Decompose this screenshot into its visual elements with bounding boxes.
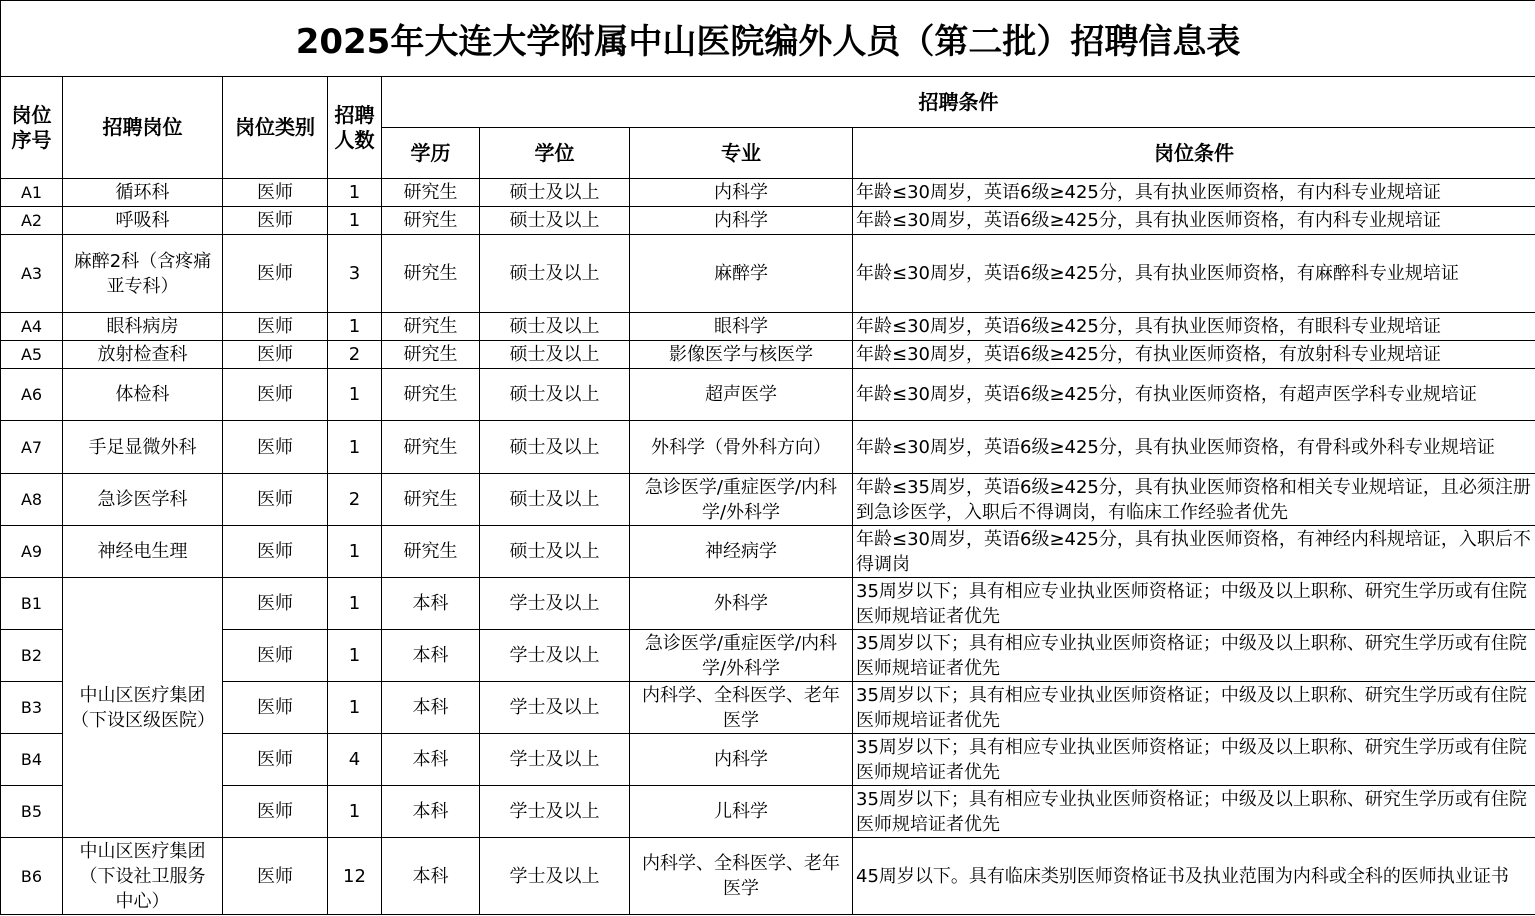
cell-major: 内科学 <box>630 734 853 786</box>
cell-count: 1 <box>328 421 382 474</box>
cell-degree: 硕士及以上 <box>480 421 630 474</box>
cell-requirements: 年龄≤30周岁，英语6级≥425分，具有执业医师资格，有骨科或外科专业规培证 <box>853 421 1535 474</box>
cell-education: 研究生 <box>382 207 480 235</box>
cell-degree: 学士及以上 <box>480 630 630 682</box>
cell-category: 医师 <box>223 341 328 369</box>
header-major: 专业 <box>630 128 853 179</box>
cell-post: 中山区医疗集团（下设区级医院） <box>63 578 223 838</box>
cell-requirements: 年龄≤30周岁，英语6级≥425分，具有执业医师资格，有眼科专业规培证 <box>853 313 1535 341</box>
cell-post: 呼吸科 <box>63 207 223 235</box>
table-row <box>1 235 1535 313</box>
table-row <box>1 313 1535 341</box>
cell-major: 内科学 <box>630 179 853 207</box>
cell-category: 医师 <box>223 682 328 734</box>
table-row <box>1 630 1535 682</box>
cell-degree: 硕士及以上 <box>480 341 630 369</box>
cell-seq: A1 <box>1 179 63 207</box>
cell-seq: A5 <box>1 341 63 369</box>
cell-major: 儿科学 <box>630 786 853 838</box>
cell-education: 本科 <box>382 578 480 630</box>
table-title: 2025年大连大学附属中山医院编外人员（第二批）招聘信息表 <box>1 1 1535 77</box>
cell-seq: A8 <box>1 474 63 526</box>
cell-education: 研究生 <box>382 474 480 526</box>
cell-count: 1 <box>328 179 382 207</box>
cell-education: 研究生 <box>382 526 480 578</box>
cell-requirements: 35周岁以下；具有相应专业执业医师资格证；中级及以上职称、研究生学历或有住院医师规培证者优先 <box>853 682 1535 734</box>
cell-requirements: 45周岁以下。具有临床类别医师资格证书及执业范围为内科或全科的医师执业证书 <box>853 838 1535 915</box>
cell-category: 医师 <box>223 734 328 786</box>
cell-education: 研究生 <box>382 313 480 341</box>
cell-post: 眼科病房 <box>63 313 223 341</box>
cell-seq: A9 <box>1 526 63 578</box>
cell-category: 医师 <box>223 235 328 313</box>
cell-requirements: 年龄≤30周岁，英语6级≥425分，具有执业医师资格，有麻醉科专业规培证 <box>853 235 1535 313</box>
table-row <box>1 838 1535 915</box>
cell-seq: B1 <box>1 578 63 630</box>
cell-requirements: 年龄≤35周岁，英语6级≥425分，具有执业医师资格和相关专业规培证，且必须注册到急诊医学，入职后不得调岗，有临床工作经验者优先 <box>853 474 1535 526</box>
cell-count: 1 <box>328 630 382 682</box>
cell-count: 12 <box>328 838 382 915</box>
table-row <box>1 786 1535 838</box>
cell-seq: A2 <box>1 207 63 235</box>
cell-count: 2 <box>328 474 382 526</box>
cell-degree: 硕士及以上 <box>480 369 630 421</box>
header-count: 招聘人数 <box>328 77 382 179</box>
cell-degree: 学士及以上 <box>480 786 630 838</box>
cell-count: 2 <box>328 341 382 369</box>
cell-degree: 硕士及以上 <box>480 474 630 526</box>
cell-count: 1 <box>328 526 382 578</box>
cell-degree: 硕士及以上 <box>480 526 630 578</box>
cell-category: 医师 <box>223 474 328 526</box>
cell-major: 急诊医学/重症医学/内科学/外科学 <box>630 630 853 682</box>
cell-count: 1 <box>328 207 382 235</box>
table-row <box>1 578 1535 630</box>
cell-education: 研究生 <box>382 369 480 421</box>
cell-post: 手足显微外科 <box>63 421 223 474</box>
cell-degree: 硕士及以上 <box>480 207 630 235</box>
header-seq: 岗位序号 <box>1 77 63 179</box>
cell-degree: 学士及以上 <box>480 838 630 915</box>
table-row <box>1 341 1535 369</box>
table-row <box>1 421 1535 474</box>
cell-requirements: 35周岁以下；具有相应专业执业医师资格证；中级及以上职称、研究生学历或有住院医师规培证者优先 <box>853 786 1535 838</box>
table-row <box>1 207 1535 235</box>
cell-post: 麻醉2科（含疼痛亚专科） <box>63 235 223 313</box>
cell-category: 医师 <box>223 313 328 341</box>
cell-post: 急诊医学科 <box>63 474 223 526</box>
cell-seq: B5 <box>1 786 63 838</box>
cell-education: 研究生 <box>382 179 480 207</box>
cell-post: 中山区医疗集团（下设社卫服务中心） <box>63 838 223 915</box>
cell-degree: 学士及以上 <box>480 734 630 786</box>
cell-education: 研究生 <box>382 421 480 474</box>
cell-category: 医师 <box>223 369 328 421</box>
cell-major: 麻醉学 <box>630 235 853 313</box>
cell-count: 1 <box>328 786 382 838</box>
cell-requirements: 年龄≤30周岁，英语6级≥425分，具有执业医师资格，有内科专业规培证 <box>853 207 1535 235</box>
cell-category: 医师 <box>223 179 328 207</box>
cell-seq: A6 <box>1 369 63 421</box>
cell-category: 医师 <box>223 838 328 915</box>
table-row <box>1 369 1535 421</box>
cell-post: 放射检查科 <box>63 341 223 369</box>
cell-count: 1 <box>328 313 382 341</box>
cell-major: 内科学、全科医学、老年医学 <box>630 838 853 915</box>
cell-seq: A3 <box>1 235 63 313</box>
cell-category: 医师 <box>223 578 328 630</box>
cell-education: 本科 <box>382 630 480 682</box>
cell-seq: B6 <box>1 838 63 915</box>
cell-degree: 硕士及以上 <box>480 313 630 341</box>
cell-education: 本科 <box>382 682 480 734</box>
cell-requirements: 35周岁以下；具有相应专业执业医师资格证；中级及以上职称、研究生学历或有住院医师规培证者优先 <box>853 578 1535 630</box>
table-row <box>1 734 1535 786</box>
cell-requirements: 35周岁以下；具有相应专业执业医师资格证；中级及以上职称、研究生学历或有住院医师规培证者优先 <box>853 734 1535 786</box>
cell-category: 医师 <box>223 786 328 838</box>
header-category: 岗位类别 <box>223 77 328 179</box>
cell-major: 外科学（骨外科方向） <box>630 421 853 474</box>
table-row <box>1 682 1535 734</box>
cell-education: 本科 <box>382 786 480 838</box>
cell-post: 神经电生理 <box>63 526 223 578</box>
table-row <box>1 474 1535 526</box>
cell-major: 影像医学与核医学 <box>630 341 853 369</box>
cell-count: 4 <box>328 734 382 786</box>
cell-seq: B3 <box>1 682 63 734</box>
cell-major: 眼科学 <box>630 313 853 341</box>
table-row <box>1 526 1535 578</box>
cell-degree: 学士及以上 <box>480 578 630 630</box>
cell-major: 超声医学 <box>630 369 853 421</box>
header-degree: 学位 <box>480 128 630 179</box>
header-education: 学历 <box>382 128 480 179</box>
cell-requirements: 年龄≤30周岁，英语6级≥425分，具有执业医师资格，有神经内科规培证，入职后不得调岗 <box>853 526 1535 578</box>
cell-requirements: 年龄≤30周岁，英语6级≥425分，具有执业医师资格，有内科专业规培证 <box>853 179 1535 207</box>
cell-requirements: 年龄≤30周岁，英语6级≥425分，有执业医师资格，有超声医学科专业规培证 <box>853 369 1535 421</box>
cell-seq: A4 <box>1 313 63 341</box>
cell-degree: 硕士及以上 <box>480 179 630 207</box>
cell-degree: 硕士及以上 <box>480 235 630 313</box>
cell-post: 循环科 <box>63 179 223 207</box>
cell-requirements: 年龄≤30周岁，英语6级≥425分，有执业医师资格，有放射科专业规培证 <box>853 341 1535 369</box>
header-requirements: 岗位条件 <box>853 128 1535 179</box>
cell-category: 医师 <box>223 207 328 235</box>
cell-education: 本科 <box>382 734 480 786</box>
cell-category: 医师 <box>223 630 328 682</box>
cell-requirements: 35周岁以下；具有相应专业执业医师资格证；中级及以上职称、研究生学历或有住院医师规培证者优先 <box>853 630 1535 682</box>
cell-education: 本科 <box>382 838 480 915</box>
cell-major: 内科学 <box>630 207 853 235</box>
cell-category: 医师 <box>223 421 328 474</box>
header-conditions: 招聘条件 <box>382 77 1535 128</box>
cell-degree: 学士及以上 <box>480 682 630 734</box>
cell-post: 体检科 <box>63 369 223 421</box>
cell-seq: A7 <box>1 421 63 474</box>
cell-seq: B4 <box>1 734 63 786</box>
cell-education: 研究生 <box>382 235 480 313</box>
cell-category: 医师 <box>223 526 328 578</box>
header-post: 招聘岗位 <box>63 77 223 179</box>
cell-count: 1 <box>328 369 382 421</box>
cell-major: 外科学 <box>630 578 853 630</box>
cell-major: 神经病学 <box>630 526 853 578</box>
cell-count: 1 <box>328 578 382 630</box>
cell-education: 研究生 <box>382 341 480 369</box>
cell-major: 急诊医学/重症医学/内科学/外科学 <box>630 474 853 526</box>
cell-count: 1 <box>328 682 382 734</box>
cell-major: 内科学、全科医学、老年医学 <box>630 682 853 734</box>
table-row <box>1 179 1535 207</box>
cell-seq: B2 <box>1 630 63 682</box>
cell-count: 3 <box>328 235 382 313</box>
